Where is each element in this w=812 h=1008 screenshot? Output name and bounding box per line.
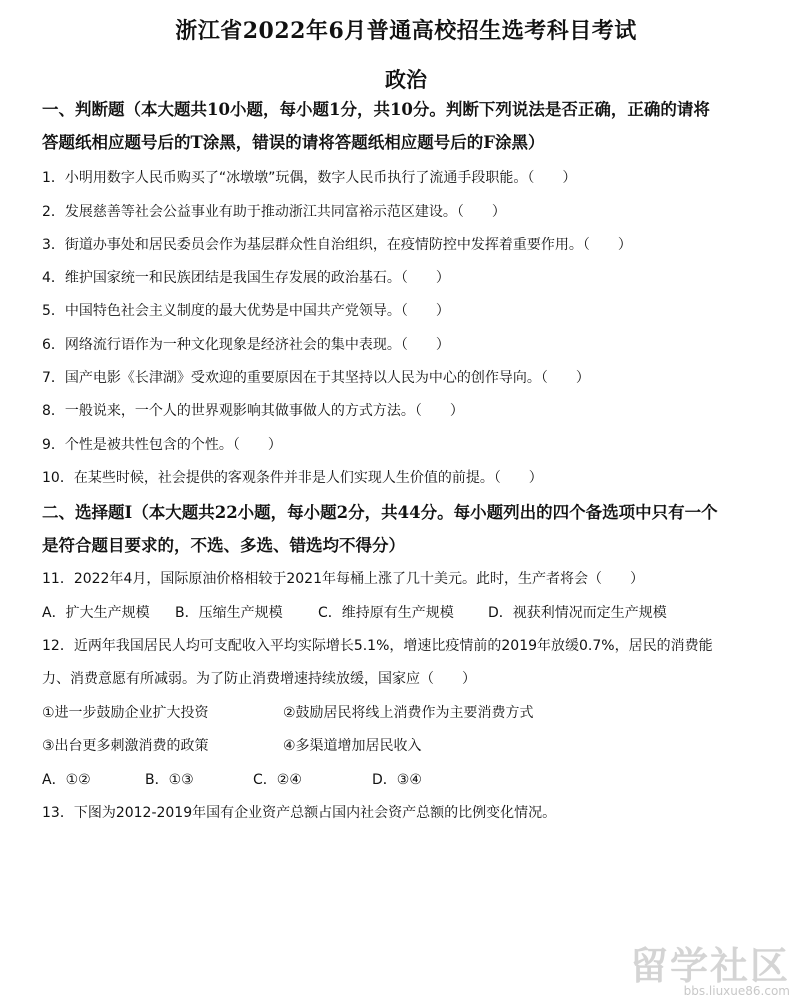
question-12-option-b: B．①③ xyxy=(145,772,194,788)
question-11-option-a: A．扩大生产规模 xyxy=(42,605,150,621)
section2-heading-line2: 是符合题目要求的，不选、多选、错选均不得分） xyxy=(42,536,405,555)
question-5: 5．中国特色社会主义制度的最大优势是中国共产党领导。（ ） xyxy=(42,303,450,319)
question-12-stem-line2: 力、消费意愿有所减弱。为了防止消费增速持续放缓，国家应（ ） xyxy=(42,671,476,687)
question-12-statement-4: ④多渠道增加居民收入 xyxy=(283,738,422,754)
question-2: 2．发展慈善等社会公益事业有助于推动浙江共同富裕示范区建设。（ ） xyxy=(42,204,506,220)
question-12-option-d: D．③④ xyxy=(372,772,422,788)
question-8: 8．一般说来，一个人的世界观影响其做事做人的方式方法。（ ） xyxy=(42,403,464,419)
question-11-option-d: D．视获利情况而定生产规模 xyxy=(488,605,667,621)
section2-heading xyxy=(42,496,772,562)
question-1: 1．小明用数字人民币购买了“冰墩墩”玩偶，数字人民币执行了流通手段职能。（ ） xyxy=(42,170,577,186)
question-11-option-c: C．维持原有生产规模 xyxy=(318,605,454,621)
section1-heading-line2: 答题纸相应题号后的T涂黑，错误的请将答题纸相应题号后的F涂黑） xyxy=(42,133,545,152)
question-7: 7．国产电影《长津湖》受欢迎的重要原因在于其坚持以人民为中心的创作导向。（ ） xyxy=(42,370,590,386)
question-11-option-b: B．压缩生产规模 xyxy=(175,605,283,621)
question-4: 4．维护国家统一和民族团结是我国生存发展的政治基石。（ ） xyxy=(42,270,450,286)
exam-title: 浙江省2022年6月普通高校招生选考科目考试 xyxy=(175,18,637,44)
question-9: 9．个性是被共性包含的个性。（ ） xyxy=(42,437,282,453)
question-13-stem: 13．下图为2012-2019年国有企业资产总额占国内社会资产总额的比例变化情况。 xyxy=(42,805,557,821)
question-11-stem: 11．2022年4月，国际原油价格相较于2021年每桶上涨了几十美元。此时，生产者将会（ ） xyxy=(42,571,644,587)
question-12-statement-3: ③出台更多刺激消费的政策 xyxy=(42,738,209,754)
question-12-statement-1: ①进一步鼓励企业扩大投资 xyxy=(42,705,209,721)
section1-heading xyxy=(42,93,772,159)
section1-heading-line1: 一、判断题（本大题共10小题，每小题1分，共10分。判断下列说法是否正确，正确的请将 xyxy=(42,100,710,119)
question-3: 3．街道办事处和居民委员会作为基层群众性自治组织，在疫情防控中发挥着重要作用。（ ） xyxy=(42,237,632,253)
question-10: 10．在某些时候，社会提供的客观条件并非是人们实现人生价值的前提。（ ） xyxy=(42,470,543,486)
subject-title: 政治 xyxy=(385,67,427,92)
question-6: 6．网络流行语作为一种文化现象是经济社会的集中表现。（ ） xyxy=(42,337,450,353)
watermark xyxy=(630,935,790,998)
question-12-stem-line1: 12．近两年我国居民人均可支配收入平均实际增长5.1%，增速比疫情前的2019年放缓0.7%，居民的消费能 xyxy=(42,638,713,654)
watermark-logo-text: 留学社区 xyxy=(629,944,790,988)
question-12-option-a: A．①② xyxy=(42,772,91,788)
question-12-option-c: C．②④ xyxy=(253,772,302,788)
watermark-url: bbs.liuxue86.com xyxy=(683,984,790,998)
section2-heading-line1: 二、选择题Ⅰ（本大题共22小题，每小题2分，共44分。每小题列出的四个备选项中只有一个 xyxy=(42,503,718,522)
question-12-statement-2: ②鼓励居民将线上消费作为主要消费方式 xyxy=(283,705,534,721)
